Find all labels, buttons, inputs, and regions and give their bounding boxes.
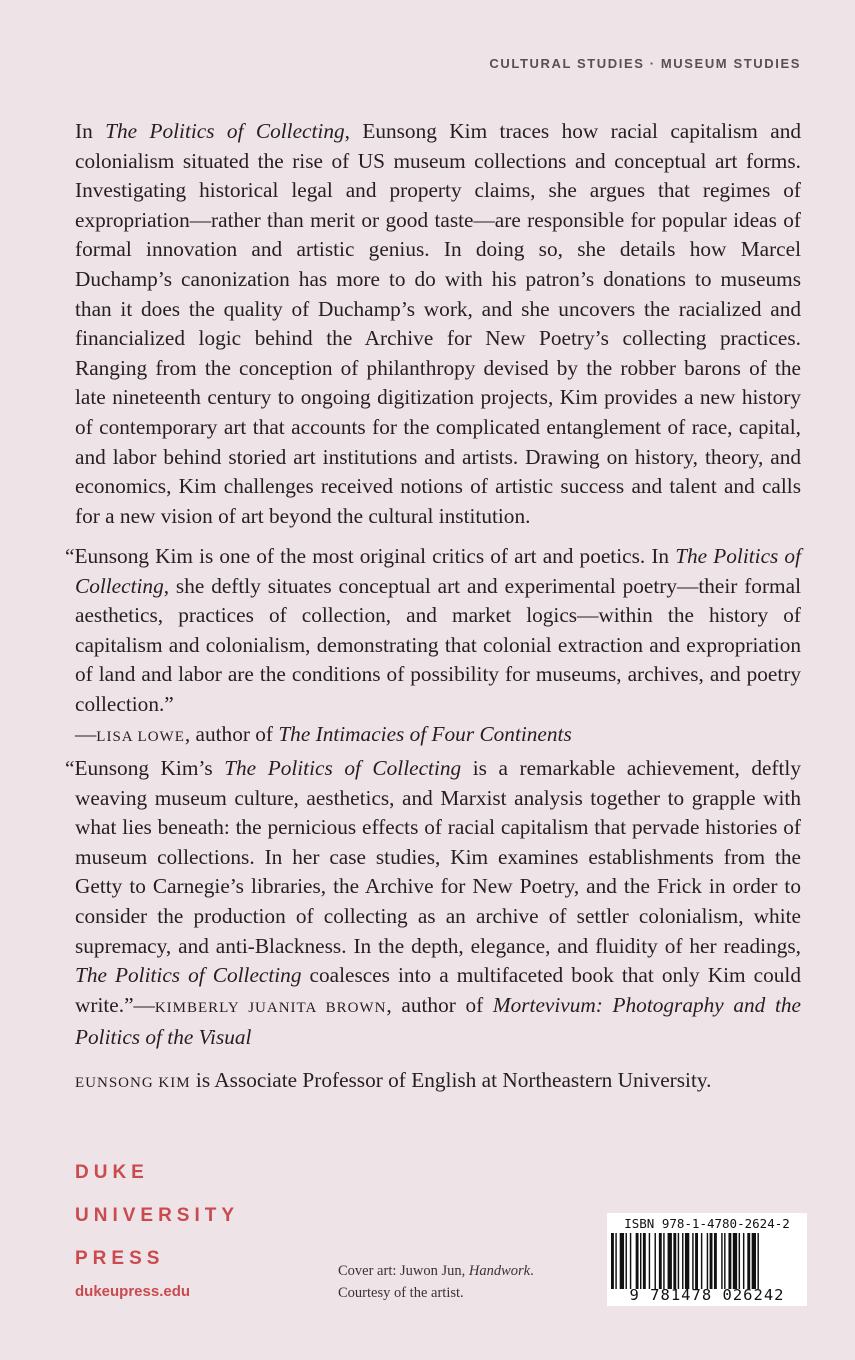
blurb2-part3: coalesces into a multifaceted book that only Kim could write.” (75, 963, 801, 1017)
barcode-bar (663, 1233, 664, 1289)
barcode-bar (682, 1233, 683, 1289)
blurb-brown (65, 754, 802, 1053)
barcode-bar (724, 1233, 725, 1289)
barcode-bar (626, 1233, 627, 1289)
publisher-line1: DUKE (75, 1162, 149, 1183)
barcode-bar (685, 1233, 689, 1289)
author-bio (75, 1066, 801, 1099)
barcode-bar (615, 1233, 616, 1289)
barcode-bar (728, 1233, 731, 1289)
publisher-logo (75, 1151, 239, 1280)
blurb2-title2: The Politics of Collecting (75, 963, 302, 988)
barcode-bar (692, 1233, 693, 1289)
barcode-bar (701, 1233, 702, 1289)
barcode-bar (710, 1233, 713, 1289)
blurb1-author-of: , author of (184, 721, 279, 746)
barcode-bar (668, 1233, 672, 1289)
book-description (75, 117, 801, 531)
barcode-bar (649, 1233, 650, 1289)
blurb1-part2: , she deftly situates conceptual art and experimental poetry—their formal aesthetics, practices of collection, and market logics—within the history of capitalism and colonialism, demonstrating that colonial extraction and expropriation of land and labor are the conditions of possibility for museums, archives, and poetry collection.” (75, 573, 801, 716)
barcode-bar (655, 1233, 656, 1289)
barcode-bar (721, 1233, 722, 1289)
barcode-bar (640, 1233, 641, 1289)
credit-suffix: . (530, 1263, 534, 1279)
blurb2-title: The Politics of Collecting (224, 756, 462, 780)
blurb1-part1: “Eunsong Kim is one of the most original critics of art and poetics. In (65, 544, 676, 568)
cover-credits (338, 1260, 534, 1304)
barcode-bar (733, 1233, 737, 1289)
isbn-text: ISBN 978-1-4780-2624-2 (624, 1216, 790, 1231)
blurb1-author: LISA LOWE (96, 728, 185, 745)
blurb2-part2: is a remarkable achievement, deftly weaving museum culture, aesthetics, and Marxist analysis together to grapple with what lies beneath: the pernicious effects of racial capitalism that pervade histories of museum collections. In her case studies, Kim examines establishments from the Getty to Carnegie’s libraries, the Archive for New Poetry, and the Frick in order to consider the production of collecting as an archive of settler colonialism, white supremacy, and anti-Blackness. In the depth, elegance, and fluidity of her readings, (75, 756, 801, 958)
credit-prefix: Cover art: Juwon Jun, (338, 1263, 469, 1279)
barcode-bar (695, 1233, 698, 1289)
barcode-bar (620, 1233, 624, 1289)
publisher-url[interactable]: dukeupress.edu (75, 1283, 191, 1300)
cover-credit-line2: Courtesy of the artist. (338, 1285, 464, 1301)
description-text: , Eunsong Kim traces how racial capitalism and colonialism situated the rise of US museum collections and conceptual art forms. Investigating historical legal and property claims, she argues that regimes of expropriation—rather than merit or good taste—are responsible for popular ideas of formal innovation and artistic genius. In doing so, she details how Marcel Duchamp’s canonization has more to do with his patron’s donations to museums than it does the quality of Duchamp’s work, and she uncovers the racialized and financialized logic behind the Archive for New Poetry’s collecting practices. Ranging from the conception of philanthropy devised by the robber barons of the late nineteenth century to ongoing digitization projects, Kim provides a new history of contemporary art that accounts for the complicated entanglement of race, capital, and labor behind storied art institutions and artists. Drawing on history, theory, and economics, Kim challenges received notions of artistic success and talent and calls for a new vision of art beyond the cultural institution. (75, 119, 801, 528)
cover-credit-line1 (338, 1260, 534, 1282)
barcode-bar (659, 1233, 662, 1289)
blurb2-part1: “Eunsong Kim’s (65, 756, 225, 780)
description-book-title: The Politics of Collecting (105, 119, 345, 143)
barcode-bar (707, 1233, 708, 1289)
blurb1-author-book: The Intimacies of Four Continents (278, 721, 572, 746)
isbn-barcode (607, 1213, 807, 1306)
blurb1-title: The Politics of Collecting (75, 544, 801, 598)
description-lead-in: In (75, 119, 106, 143)
category-label: CULTURAL STUDIES · MUSEUM STUDIES (489, 56, 801, 71)
barcode-bar (673, 1233, 676, 1289)
barcode-bar (743, 1233, 744, 1289)
barcode-bar (714, 1233, 717, 1289)
barcode-bar (643, 1233, 646, 1289)
barcode-bar (630, 1233, 631, 1289)
barcode-bar (752, 1233, 756, 1289)
credit-title: Handwork (468, 1263, 531, 1279)
barcode-bar (636, 1233, 639, 1289)
publisher-line2: UNIVERSITY (75, 1205, 240, 1226)
bio-text: is Associate Professor of English at Northeastern University. (190, 1068, 712, 1092)
barcode-bar (757, 1233, 758, 1289)
blurb1-attribution (75, 722, 572, 746)
blurb2-author-of: , author of (386, 992, 493, 1017)
barcode-bar (678, 1233, 679, 1289)
blurb2-dash: — (133, 992, 155, 1017)
blurb1-dash: — (75, 721, 97, 746)
blurb2-author-book: Mortevivum: Photography and the Politics of the Visual (75, 992, 802, 1050)
barcode-bar (747, 1233, 750, 1289)
blurb-lowe (65, 542, 801, 752)
blurb2-author: KIMBERLY JUANITA BROWN (154, 999, 387, 1016)
barcode-bar (611, 1233, 614, 1289)
bio-name: EUNSONG KIM (75, 1075, 191, 1091)
publisher-line3: PRESS (75, 1248, 165, 1269)
barcode-bar (739, 1233, 740, 1289)
barcode-digits: 9 781478 026242 (629, 1286, 785, 1304)
